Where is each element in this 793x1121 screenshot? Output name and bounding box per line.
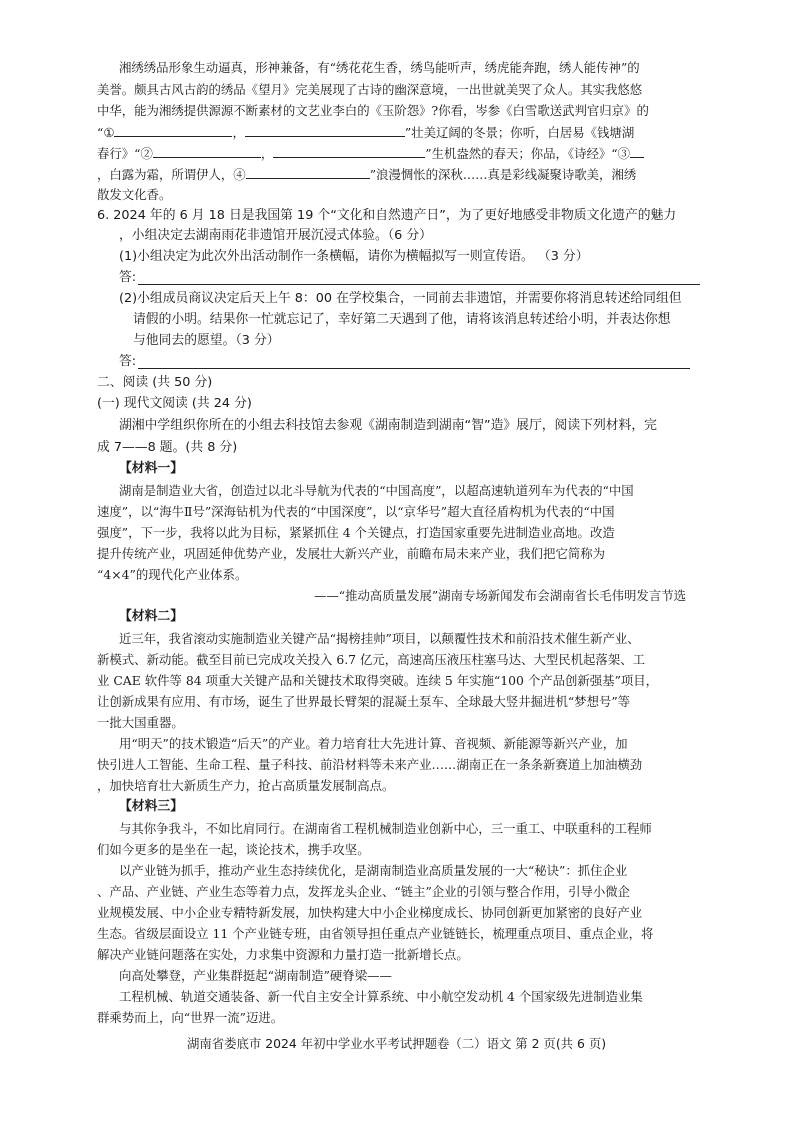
q6-stem-line-2: ，小组决定去湖南雨花非遗馆开展沉浸式体验。（6 分）: [119, 228, 432, 243]
blank-2-suffix: ”生机盎然的春天；你品，《诗经》“③: [425, 146, 631, 161]
q6-sub2-line-2: 请假的小明。结果你一忙就忘记了，幸好第二天遇到了他，请将该消息转述给小明，并表达你想: [133, 312, 671, 327]
blank-3[interactable]: [630, 145, 644, 158]
blank-1-prefix: “①: [97, 125, 115, 140]
section2-title: 二、阅读 (共 50 分): [97, 375, 213, 390]
section2-intro-line-1: 湖湘中学组织你所在的小组去科技馆去参观《湖南制造到湖南“智”造》展厅，阅读下列材料，完: [119, 418, 657, 433]
material3-line-10: 群乘势而上，向“世界一流”迈进。: [97, 1010, 284, 1025]
section2-subtitle: (一) 现代文阅读 (共 24 分): [97, 396, 252, 411]
intro-line-5: [97, 145, 644, 162]
blank-4[interactable]: [246, 166, 370, 179]
material3-line-4: 、产品、产业链、产业生态等着力点，发挥龙头企业、“链主”企业的引领与整合作用，引导小微企: [97, 884, 631, 899]
material2-line-7: 快引进人工智能、生命工程、量子科技、前沿材料等未来产业……湖南正在一条条新赛道上加油横劲: [97, 757, 643, 772]
blank-1a[interactable]: [114, 124, 232, 137]
material2-line-5: 一批大国重器。: [97, 715, 184, 730]
intro-line-6: [97, 166, 636, 183]
q6-stem-line-1: 6. 2024 年的 6 月 18 日是我国第 19 个“文化和自然遗产日”，为了更好地感受非物质文化遗产的魅力: [97, 208, 677, 223]
blank-4-suffix: ”浪漫惆怅的深秋……真是彩线凝聚诗歌美，湘绣: [369, 167, 637, 182]
intro-line-3: 中华，能为湘绣提供源源不断素材的文艺业李白的《玉阶怨》?你看，岑参《白雪歌送武判官归京》的: [97, 103, 649, 118]
q6-answer-label-2: 答:: [119, 354, 137, 369]
intro-line-7: 散发文化香。: [97, 187, 172, 202]
material2-line-4: 让创新成果有应用、有市场，诞生了世界最长臂架的混凝土泵车、全球最大竖井掘进机“梦想号”等: [97, 694, 631, 709]
material3-line-5: 业规模发展、中小企业专精特新发展，加快构建大中小企业梯度成长、协同创新更加紧密的良好产业: [97, 905, 643, 920]
material1-heading: 【材料一】: [119, 461, 183, 476]
material2-heading: 【材料二】: [119, 609, 183, 624]
q6-answer-line-2[interactable]: [138, 367, 690, 369]
material2-line-8: ，加快培育壮大新质生产力，抢占高质量发展制高点。: [97, 778, 395, 793]
material1-line-1: 湖南是制造业大省，创造过以北斗导航为代表的“中国高度”，以超高速轨道列车为代表的“中国: [119, 483, 634, 498]
material3-line-1: 与其你争我斗，不如比肩同行。在湖南省工程机械制造业创新中心，三一重工、中联重科的工程师: [119, 821, 652, 836]
intro-line-4: [97, 124, 634, 141]
material1-line-5: “4×4”的现代化产业体系。: [97, 567, 248, 582]
material3-line-8: 向高处攀登，产业集群挺起“湖南制造”硬脊梁——: [119, 968, 392, 983]
blank-4-prefix: ，白露为霜，所谓伊人，④: [97, 167, 246, 182]
blank-1b[interactable]: [245, 124, 405, 137]
material2-line-1: 近三年，我省滚动实施制造业关键产品“揭榜挂帅”项目，以颠覆性技术和前沿技术催生新产业、: [119, 631, 640, 646]
blank-1-comma: ，: [232, 125, 245, 140]
q6-sub1: (1)小组决定为此次外出活动制作一条横幅，请你为横幅拟写一则宣传语。 （3 分）: [119, 249, 589, 264]
material3-line-3: 以产业链为抓手，推动产业生态持续优化，是湖南制造业高质量发展的一大“秘诀”：抓住企业: [119, 863, 628, 878]
material2-line-3: 业 CAE 软件等 84 项重大关键产品和关键技术取得突破。连续 5 年实施“100 个产品创新强基”项目，: [97, 673, 659, 688]
q6-answer-label-1: 答:: [119, 270, 137, 285]
q6-sub2-line-3: 与他同去的愿望。（3 分）: [133, 333, 280, 348]
section2-intro-line-2: 成 7——8 题。(共 8 分): [97, 440, 238, 455]
blank-2b[interactable]: [273, 145, 425, 158]
q6-answer-line-1[interactable]: [138, 283, 700, 285]
blank-2-prefix: 春行》“②: [97, 146, 153, 161]
material1-source: ——“推动高质量发展”湖南专场新闻发布会湖南省长毛伟明发言节选: [314, 588, 686, 603]
material1-line-2: 速度”，以“海牛Ⅱ号”深海钻机为代表的“中国深度”，以“京华号”超大直径盾构机为代表的“中国: [97, 504, 615, 519]
blank-1-suffix: ”壮美辽阔的冬景；你听，白居易《钱塘湖: [404, 125, 635, 140]
intro-line-1: 湘绣绣品形象生动逼真，形神兼备，有“绣花花生香，绣鸟能听声，绣虎能奔跑，绣人能传神”的: [119, 60, 640, 75]
material1-line-4: 提升传统产业，巩固延伸优势产业，发展壮大新兴产业，前瞻布局未来产业，我们把它简称为: [97, 546, 606, 561]
blank-2a[interactable]: [153, 145, 261, 158]
material3-heading: 【材料三】: [119, 799, 183, 814]
blank-2-comma: ，: [260, 146, 274, 161]
material3-line-9: 工程机械、轨道交通装备、新一代自主安全计算系统、中小航空发动机 4 个国家级先进制造业集: [119, 989, 643, 1004]
material3-line-6: 生态。省级层面设立 11 个产业链专班，由省领导担任重点产业链链长，梳理重点项目、重点企业，将: [97, 926, 654, 941]
page-footer: 湖南省娄底市 2024 年初中学业水平考试押题卷（二）语文 第 2 页(共 6 页): [186, 1036, 607, 1051]
material3-line-7: 解决产业链问题落在实处，力求集中资源和力量打造一批新增长点。: [97, 947, 469, 962]
material2-line-6: 用“明天”的技术锻造“后天”的产业。着力培育壮大先进计算、音视频、新能源等新兴产业，加: [119, 736, 628, 751]
material3-line-2: 们如今更多的是坐在一起，谈论技术，携手攻坚。: [97, 842, 370, 857]
q6-sub2-line-1: (2)小组成员商议决定后天上午 8：00 在学校集合，一同前去非遗馆，并需要你将消息转述给同组但: [119, 291, 682, 306]
intro-line-2: 美誉。颇具古风古韵的绣品《望月》完美展现了古诗的幽深意境，一出世就美哭了众人。其实我悠悠: [97, 82, 643, 97]
material1-line-3: 强度”，下一步，我将以此为目标，紧紧抓住 4 个关键点，打造国家重要先进制造业高地。改造: [97, 525, 615, 540]
material2-line-2: 新模式、新动能。截至目前已完成攻关投入 6.7 亿元，高速高压液压柱塞马达、大型民机起落架、工: [97, 652, 645, 667]
